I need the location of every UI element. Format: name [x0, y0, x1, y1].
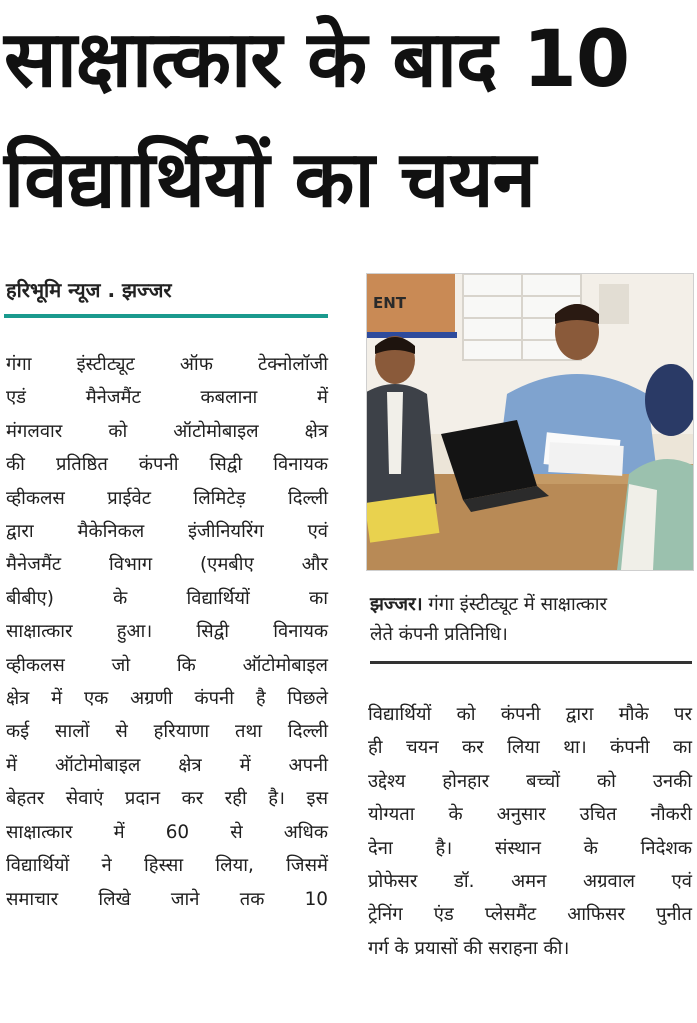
article-line: व्हीकलस जो कि ऑटोमोबाइल	[6, 654, 328, 676]
article-line: साक्षात्कार में 60 से अधिक	[6, 821, 328, 843]
article-line: विद्यार्थियों को कंपनी द्वारा मौके पर	[368, 704, 692, 725]
photo-caption	[370, 590, 692, 650]
article-line: एडं मैनेजमैंट कबलाना में	[6, 387, 328, 409]
caption-line-1	[370, 590, 692, 620]
article-line: द्वारा मैकेनिकल इंजीनियरिंग एवं	[6, 521, 328, 543]
article-line: में ऑटोमोबाइल क्षेत्र में अपनी	[6, 754, 328, 776]
office-sign-text: ENT	[373, 294, 407, 312]
article-column-right	[368, 698, 692, 965]
article-line: उद्देश्य होनहार बच्चों को उनकी	[368, 770, 692, 792]
caption-divider	[370, 661, 692, 664]
article-column-left	[6, 348, 328, 916]
byline: हरिभूमि न्यूज . झज्जर	[6, 278, 172, 302]
caption-line-2: लेते कंपनी प्रतिनिधि।	[370, 624, 508, 645]
article-line: बीबीए) के विद्यार्थियों का	[6, 587, 328, 609]
article-line: गर्ग के प्रयासों की सराहना की।	[368, 937, 570, 959]
article-line: साक्षात्कार हुआ। सिद्वी विनायक	[6, 621, 328, 643]
article-line: की प्रतिष्ठित कंपनी सिद्वी विनायक	[6, 454, 328, 476]
article-line: व्हीकलस प्राईवेट लिमिटेड़ दिल्ली	[6, 487, 328, 509]
news-photo	[366, 273, 694, 571]
article-line: कई सालों से हरियाणा तथा दिल्ली	[6, 721, 328, 743]
caption-place: झज्जर।	[370, 594, 423, 615]
article-line: देना है। संस्थान के निदेशक	[368, 837, 692, 859]
article-line: समाचार लिखे जाने तक 10	[6, 888, 328, 910]
headline-line-1: साक्षात्कार के बाद 10	[4, 15, 630, 105]
headline-line-2: विद्यार्थियों का चयन	[4, 135, 535, 225]
byline-divider	[4, 314, 328, 318]
article-line: विद्यार्थियों ने हिस्सा लिया, जिसमें	[6, 855, 328, 877]
caption-text: गंगा इंस्टीट्यूट में साक्षात्कार	[422, 594, 608, 615]
article-line: बेहतर सेवाएं प्रदान कर रही है। इस	[6, 788, 328, 810]
article-line: ही चयन कर लिया था। कंपनी का	[368, 737, 692, 759]
article-line: गंगा इंस्टीट्यूट ऑफ टेक्नोलॉजी	[6, 354, 328, 375]
article-line: मैनेजमैंट विभाग (एमबीए और	[6, 554, 328, 576]
article-line: प्रोफेसर डॉ. अमन अग्रवाल एवं	[368, 871, 692, 893]
interview-photo-illustration	[367, 274, 693, 570]
article-line: क्षेत्र में एक अग्रणी कंपनी है पिछले	[6, 688, 328, 710]
article-line: मंगलवार को ऑटोमोबाइल क्षेत्र	[6, 420, 328, 442]
article-line: योग्यता के अनुसार उचित नौकरी	[368, 804, 692, 826]
article-line: ट्रेनिंग एंड प्लेसमैंट आफिसर पुनीत	[368, 904, 692, 926]
